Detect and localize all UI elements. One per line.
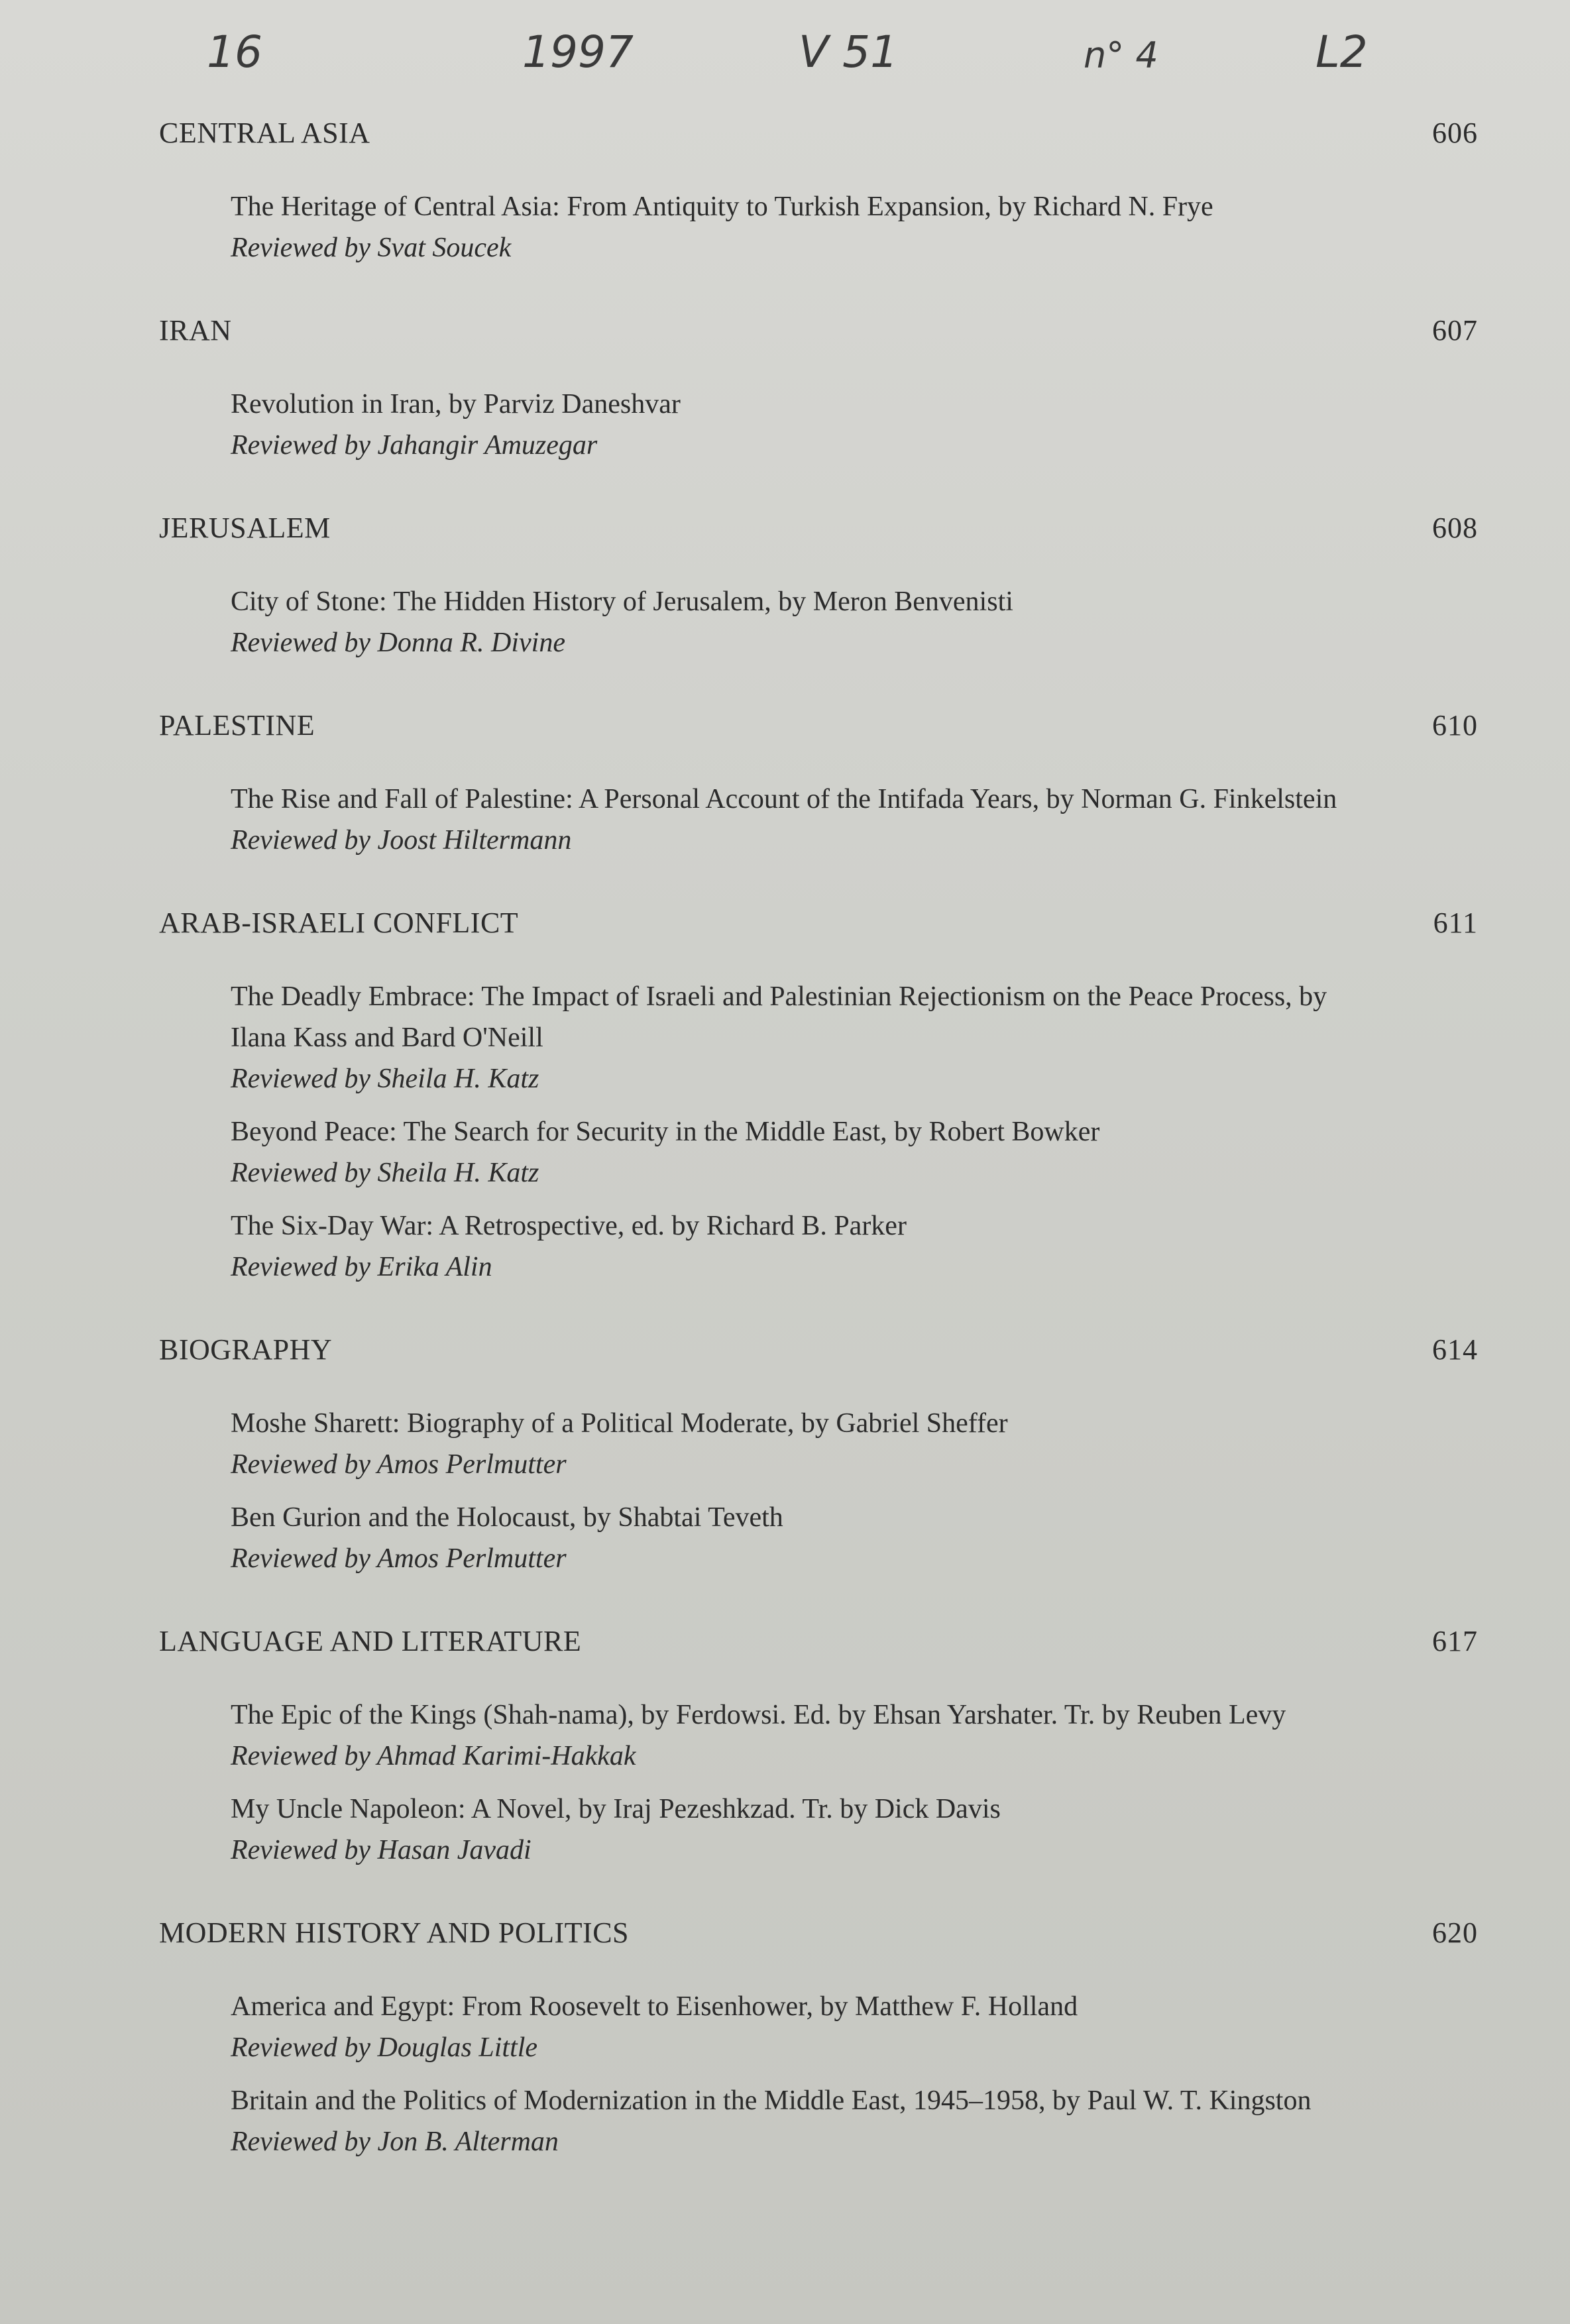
book-review-entry [231,581,1344,663]
handwritten-year: 1997 [522,27,634,78]
section-page-number: 611 [1433,907,1478,939]
reviewer-credit: Reviewed by Sheila H. Katz [231,1158,539,1188]
book-review-entry [231,1497,1344,1579]
section-entries [231,1957,1344,2201]
section-header [159,702,1478,749]
book-title: Moshe Sharett: Biography of a Political Moderate, by Gabriel Sheffer [231,1408,1008,1439]
book-title: The Deadly Embrace: The Impact of Israeli and Palestinian Rejectionism on the Peace Process, by Ilana Kass and Bard O'Neill [231,981,1327,1053]
section-entries [231,157,1344,307]
section-heading: JERUSALEM [159,512,331,544]
section-page-number: 608 [1432,512,1478,544]
section-heading: BIOGRAPHY [159,1333,333,1366]
section-page-number: 620 [1432,1916,1478,1949]
section-entries [231,1665,1344,1909]
handwritten-volume: V 51 [799,27,899,78]
reviewer-credit: Reviewed by Erika Alin [231,1252,492,1282]
toc-section [159,109,1478,307]
section-heading: IRAN [159,314,232,347]
section-heading: CENTRAL ASIA [159,117,370,149]
book-review-entry [231,1986,1344,2068]
section-entries [231,749,1344,899]
book-review-entry [231,1205,1344,1288]
section-page-number: 607 [1432,314,1478,347]
book-review-entry [231,976,1344,1099]
section-heading: MODERN HISTORY AND POLITICS [159,1916,630,1949]
section-page-number: 617 [1432,1625,1478,1657]
toc-section [159,899,1478,1326]
section-page-number: 606 [1432,117,1478,149]
section-header [159,1326,1478,1374]
book-title: Revolution in Iran, by Parviz Daneshvar [231,389,681,419]
book-review-entry [231,1403,1344,1485]
section-entries [231,355,1344,504]
book-review-entry [231,1789,1344,1871]
book-title: Ben Gurion and the Holocaust, by Shabtai Teveth [231,1502,783,1533]
reviewer-credit: Reviewed by Douglas Little [231,2032,538,2063]
reviewer-credit: Reviewed by Joost Hiltermann [231,825,572,856]
reviewer-credit: Reviewed by Ahmad Karimi-Hakkak [231,1741,636,1771]
reviewer-credit: Reviewed by Amos Perlmutter [231,1449,567,1480]
toc-section [159,702,1478,899]
book-review-entry [231,2080,1344,2162]
reviewer-credit: Reviewed by Hasan Javadi [231,1835,532,1865]
toc-section [159,307,1478,504]
reviewer-credit: Reviewed by Svat Soucek [231,233,512,263]
table-of-contents [0,109,1570,2201]
section-entries [231,552,1344,702]
section-heading: ARAB-ISRAELI CONFLICT [159,907,519,939]
book-review-entry [231,384,1344,466]
book-title: The Rise and Fall of Palestine: A Personal Account of the Intifada Years, by Norman G. Finkelstein [231,784,1337,814]
reviewer-credit: Reviewed by Jahangir Amuzegar [231,430,598,461]
book-title: Beyond Peace: The Search for Security in the Middle East, by Robert Bowker [231,1117,1100,1147]
book-title: The Heritage of Central Asia: From Antiquity to Turkish Expansion, by Richard N. Frye [231,192,1213,222]
section-header [159,1618,1478,1665]
book-review-entry [231,779,1344,861]
section-header [159,899,1478,947]
book-title: Britain and the Politics of Modernization in the Middle East, 1945–1958, by Paul W. T. Kingston [231,2085,1312,2116]
section-heading: PALESTINE [159,709,315,742]
toc-section [159,504,1478,702]
section-header [159,1909,1478,1957]
book-title: America and Egypt: From Roosevelt to Eisenhower, by Matthew F. Holland [231,1991,1078,2022]
section-entries [231,1374,1344,1618]
section-heading: LANGUAGE AND LITERATURE [159,1625,582,1657]
section-page-number: 614 [1432,1333,1478,1366]
toc-section [159,1618,1478,1909]
handwritten-issue: n° 4 [1084,34,1158,76]
reviewer-credit: Reviewed by Donna R. Divine [231,628,565,658]
section-entries [231,947,1344,1326]
reviewer-credit: Reviewed by Amos Perlmutter [231,1543,567,1574]
section-page-number: 610 [1432,709,1478,742]
book-title: City of Stone: The Hidden History of Jerusalem, by Meron Benvenisti [231,586,1013,617]
reviewer-credit: Reviewed by Sheila H. Katz [231,1064,539,1094]
toc-section [159,1909,1478,2201]
book-title: The Six-Day War: A Retrospective, ed. by Richard B. Parker [231,1211,907,1241]
book-review-entry [231,1694,1344,1777]
book-review-entry [231,1111,1344,1193]
handwritten-shelf: L2 [1316,27,1368,78]
toc-section [159,1326,1478,1618]
handwritten-volume-number: 16 [207,27,262,78]
book-title: The Epic of the Kings (Shah-nama), by Ferdowsi. Ed. by Ehsan Yarshater. Tr. by Reuben Levy [231,1700,1286,1730]
section-header [159,307,1478,355]
book-title: My Uncle Napoleon: A Novel, by Iraj Pezeshkzad. Tr. by Dick Davis [231,1794,1001,1824]
handwritten-annotation [0,20,1570,93]
reviewer-credit: Reviewed by Jon B. Alterman [231,2127,559,2157]
section-header [159,504,1478,552]
book-review-entry [231,186,1344,268]
section-header [159,109,1478,157]
